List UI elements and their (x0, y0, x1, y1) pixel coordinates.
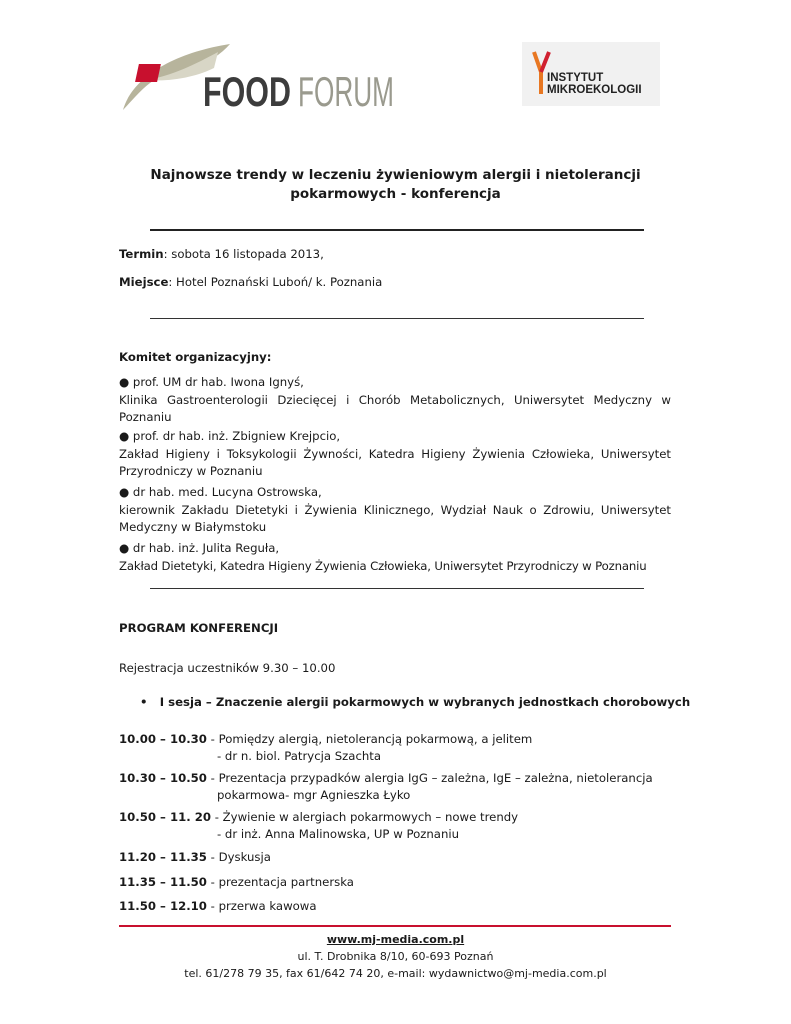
member-affiliation: Zakład Higieny i Toksykologii Żywności, Katedra Higieny Żywienia Człowieka, Uniwersytet (119, 446, 671, 461)
item-title: - przerwa kawowa (206, 899, 317, 913)
item-detail: - dr inż. Anna Malinowska, UP w Poznaniu (217, 827, 460, 841)
committee-heading: Komitet organizacyjny: (119, 350, 272, 364)
title-line-2: pokarmowych - konferencja (290, 186, 501, 202)
divider (150, 588, 644, 589)
footer-address: ul. T. Drobnika 8/10, 60-693 Poznań (297, 950, 494, 963)
item-title: - Pomiędzy alergią, nietolerancją pokarmową, a jelitem (206, 732, 533, 746)
item-title: - Prezentacja przypadków alergia IgG – zależna, IgE – zależna, nietolerancja (206, 771, 653, 785)
bullet-icon: ● (119, 485, 130, 499)
member-affiliation: Zakład Dietetyki, Katedra Higieny Żywienia Człowieka, Uniwersytet Przyrodniczy w Poznaniu (119, 558, 647, 573)
program-item (119, 874, 679, 891)
miejsce-label: Miejsce (119, 275, 169, 289)
member-affiliation-cont: Medyczny w Białymstoku (119, 520, 267, 534)
committee-member (119, 428, 671, 481)
member-affiliation-cont: Poznaniu (119, 410, 172, 424)
event-date (119, 246, 671, 263)
page-title (100, 166, 691, 204)
footer-divider (119, 925, 671, 927)
termin-label: Termin (119, 247, 164, 261)
program-item (119, 770, 679, 804)
footer-contact: tel. 61/278 79 35, fax 61/642 74 20, e-mail: wydawnictwo@mj-media.com.pl (184, 967, 607, 980)
bullet-icon: ● (119, 375, 130, 389)
bullet-icon: ● (119, 541, 130, 555)
item-time: 10.30 – 10.50 (119, 771, 207, 785)
program-item (119, 849, 679, 866)
member-affiliation: kierownik Zakładu Dietetyki i Żywienia Klinicznego, Wydział Nauk o Zdrowiu, Uniwersytet (119, 502, 671, 517)
program-item (119, 809, 679, 843)
member-name: prof. dr hab. inż. Zbigniew Krejpcio, (132, 429, 341, 443)
program-item (119, 731, 679, 765)
program-item (119, 898, 679, 915)
item-detail: pokarmowa- mgr Agnieszka Łyko (217, 788, 411, 802)
member-name: dr hab. inż. Julita Reguła, (132, 541, 280, 555)
footer (100, 931, 691, 982)
red-square (135, 64, 161, 82)
item-title: - Dyskusja (206, 850, 271, 864)
divider (150, 229, 644, 231)
committee-member (119, 374, 671, 427)
instytut-mikroekologii-logo (522, 42, 660, 106)
program-heading: PROGRAM KONFERENCJI (119, 621, 279, 635)
logo-line-instytut: INSTYTUT (547, 72, 604, 84)
member-name: dr hab. med. Lucyna Ostrowska, (132, 485, 322, 499)
item-title: - prezentacja partnerska (206, 875, 354, 889)
item-time: 11.35 – 11.50 (119, 875, 207, 889)
member-name: prof. UM dr hab. Iwona Ignyś, (132, 375, 304, 389)
registration-line: Rejestracja uczestników 9.30 – 10.00 (119, 661, 336, 675)
member-affiliation-cont: Przyrodniczy w Poznaniu (119, 464, 263, 478)
item-title: - Żywienie w alergiach pokarmowych – nowe trendy (211, 810, 519, 824)
committee-member (119, 540, 671, 575)
website-link[interactable]: www.mj-media.com.pl (326, 933, 465, 946)
session-text: I sesja – Znaczenie alergii pokarmowych w wybranych jednostkach chorobowych (159, 695, 691, 709)
event-place (119, 274, 671, 291)
item-time: 11.50 – 12.10 (119, 899, 207, 913)
title-line-1: Najnowsze trendy w leczeniu żywieniowym alergii i nietolerancji (150, 167, 641, 183)
item-time: 10.50 – 11. 20 (119, 810, 211, 824)
logo-line-mikroekologii: MIKROEKOLOGII (547, 84, 642, 96)
session-bullet-icon: • (140, 695, 148, 709)
session-title (140, 694, 691, 711)
logo-word-forum: FORUM (298, 68, 394, 115)
divider (150, 318, 644, 319)
miejsce-value: : Hotel Poznański Luboń/ k. Poznania (168, 275, 383, 289)
item-time: 10.00 – 10.30 (119, 732, 207, 746)
food-forum-logo (118, 40, 398, 115)
bullet-icon: ● (119, 429, 130, 443)
logo-word-food: FOOD (203, 68, 291, 115)
member-affiliation: Klinika Gastroenterologii Dziecięcej i Chorób Metabolicznych, Uniwersytet Medyczny w (119, 392, 671, 407)
item-time: 11.20 – 11.35 (119, 850, 207, 864)
item-detail: - dr n. biol. Patrycja Szachta (217, 749, 382, 763)
committee-member (119, 484, 671, 537)
termin-value: : sobota 16 listopada 2013, (163, 247, 324, 261)
